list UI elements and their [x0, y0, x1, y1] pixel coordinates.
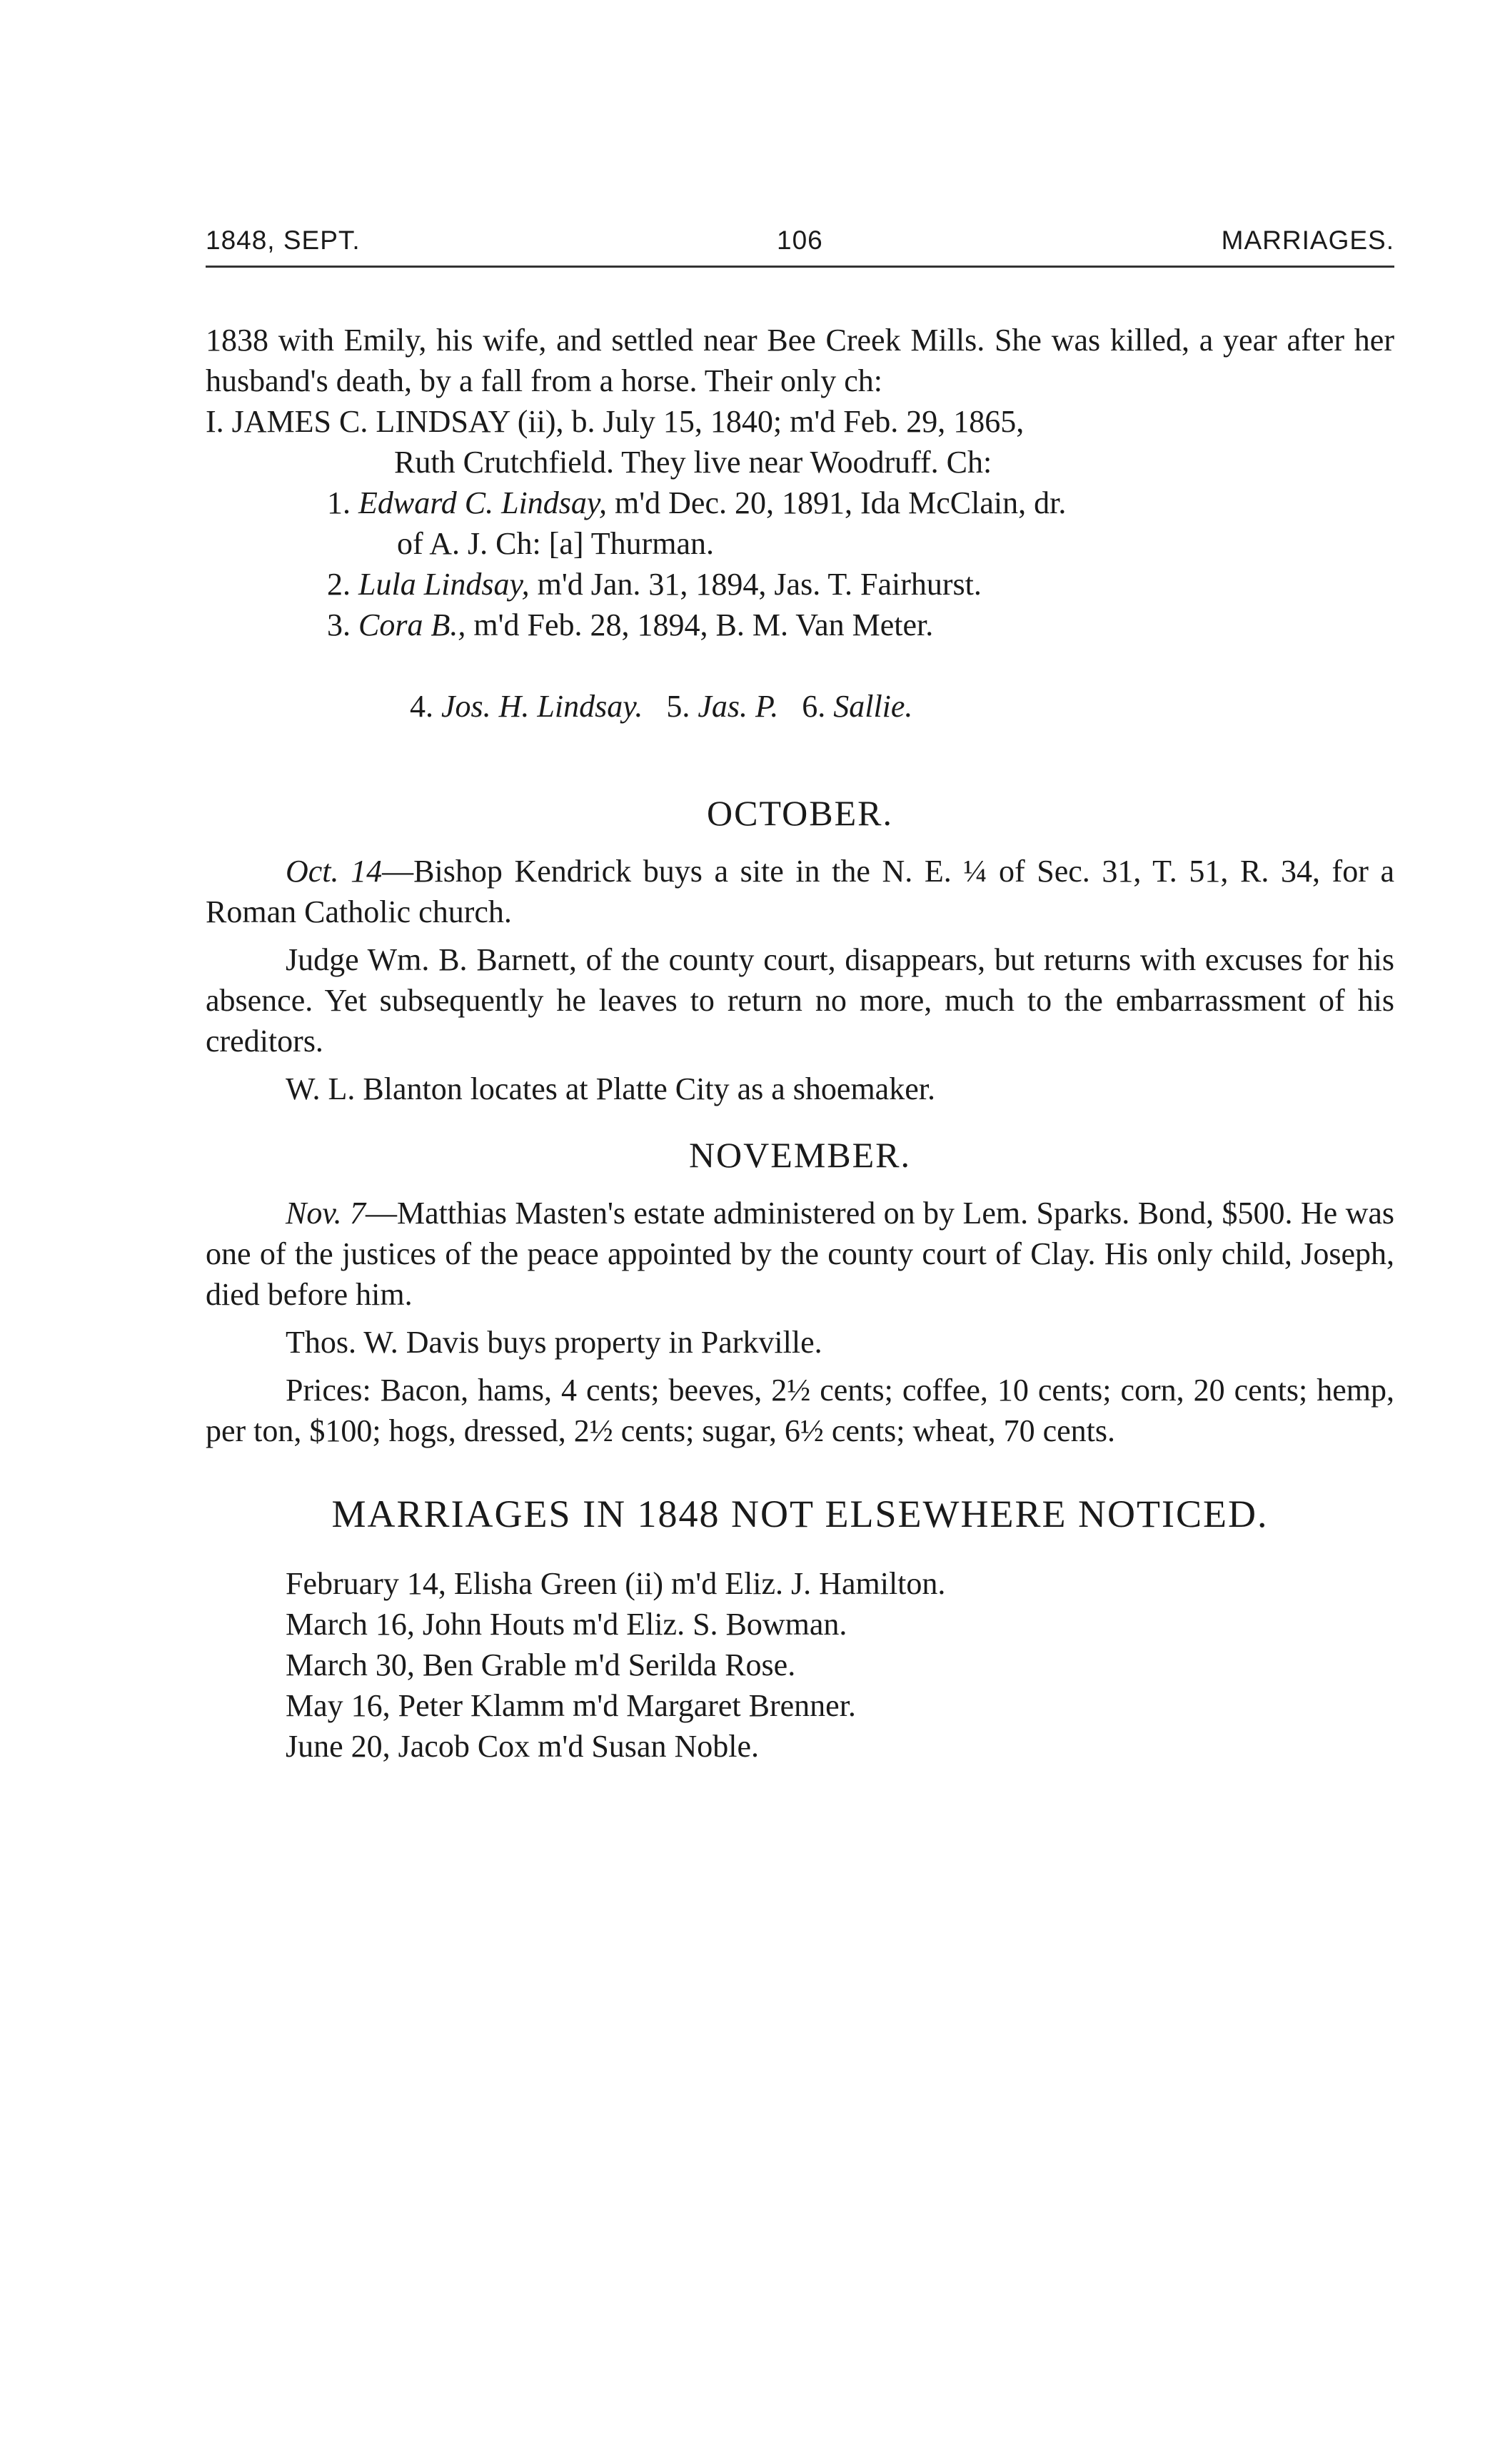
child-number: 2.	[327, 567, 351, 602]
marriage-item: June 20, Jacob Cox m'd Susan Noble.	[286, 1729, 759, 1764]
october-date: Oct. 14	[286, 854, 383, 889]
child-details: m'd Feb. 28, 1894, B. M. Van Meter.	[465, 607, 934, 642]
child-name: Cora B.,	[358, 607, 466, 642]
october-heading: OCTOBER.	[707, 793, 893, 833]
child-entry-2	[206, 564, 1394, 605]
entry-line-1: I. JAMES C. LINDSAY (ii), b. July 15, 1840; m'd Feb. 29, 1865,	[206, 404, 1025, 439]
child-details: m'd Dec. 20, 1891, Ida McClain, dr.	[606, 485, 1067, 520]
marriage-item: March 30, Ben Grable m'd Serilda Rose.	[286, 1647, 796, 1682]
october-paragraph-3: W. L. Blanton locates at Platte City as a shoemaker.	[286, 1071, 935, 1106]
child-name-6: Sallie.	[833, 689, 913, 724]
page-body	[206, 320, 1394, 1767]
child-name: Edward C. Lindsay,	[358, 485, 607, 520]
header-rule	[206, 266, 1394, 268]
book-page	[206, 0, 1394, 2464]
october-paragraph-1	[206, 851, 1394, 932]
child-number: 4.	[410, 689, 433, 724]
child-entry-1-continued: of A. J. Ch: [a] Thurman.	[397, 526, 715, 561]
november-heading: NOVEMBER.	[688, 1135, 912, 1175]
entry-line-2: Ruth Crutchfield. They live near Woodruff. Ch:	[394, 445, 992, 480]
child-entry-1	[206, 483, 1394, 523]
child-name: Jos. H. Lindsay.	[441, 689, 643, 724]
marriage-item: March 16, John Houts m'd Eliz. S. Bowman.	[286, 1607, 847, 1642]
november-p1-text: —Matthias Masten's estate administered on by Lem. Sparks. Bond, $500. He was one of the justices of the peace appointed by the county court of Clay. His only child, Joseph, died before him.	[206, 1196, 1394, 1312]
entry-james-lindsay	[206, 401, 1394, 483]
november-prices-paragraph: Prices: Bacon, hams, 4 cents; beeves, 2½ cents; coffee, 10 cents; corn, 20 cents; hemp, per ton, $100; hogs, dressed, 2½ cents; sugar, 6½ cents; wheat, 70 cents.	[206, 1373, 1394, 1448]
child-name: Lula Lindsay,	[358, 567, 530, 602]
marriages-list	[206, 1563, 1394, 1767]
child-entry-3	[206, 605, 1394, 645]
november-paragraph-2: Thos. W. Davis buys property in Parkville.	[286, 1325, 822, 1360]
intro-paragraph: 1838 with Emily, his wife, and settled near Bee Creek Mills. She was killed, a year after her husband's death, by a fall from a horse. Their only ch:	[206, 323, 1394, 398]
child-number: 3.	[327, 607, 351, 642]
header-date: 1848, SEPT.	[206, 226, 361, 255]
november-paragraph-1	[206, 1193, 1394, 1315]
october-p1-text: —Bishop Kendrick buys a site in the N. E. ¼ of Sec. 31, T. 51, R. 34, for a Roman Catholic church.	[206, 854, 1394, 929]
marriage-item: May 16, Peter Klamm m'd Margaret Brenner.	[286, 1688, 856, 1723]
marriages-heading: MARRIAGES IN 1848 NOT ELSEWHERE NOTICED.	[331, 1493, 1269, 1535]
november-date: Nov. 7	[286, 1196, 366, 1231]
child-details: m'd Jan. 31, 1894, Jas. T. Fairhurst.	[529, 567, 982, 602]
marriage-item: February 14, Elisha Green (ii) m'd Eliz. J. Hamilton.	[286, 1566, 946, 1601]
october-paragraph-2: Judge Wm. B. Barnett, of the county court, disappears, but returns with excuses for his absence. Yet subsequently he leaves to return no more, much to the embarrassment of his creditors.	[206, 942, 1394, 1059]
child-name-5: Jas. P.	[698, 689, 779, 724]
child-number: 1.	[327, 485, 351, 520]
running-header	[206, 226, 1394, 261]
child-sep: 5.	[643, 689, 698, 724]
header-section: MARRIAGES.	[1221, 226, 1394, 255]
child-sep-2: 6.	[778, 689, 834, 724]
child-entry-4-6	[206, 645, 1394, 767]
page-number: 106	[777, 226, 823, 255]
